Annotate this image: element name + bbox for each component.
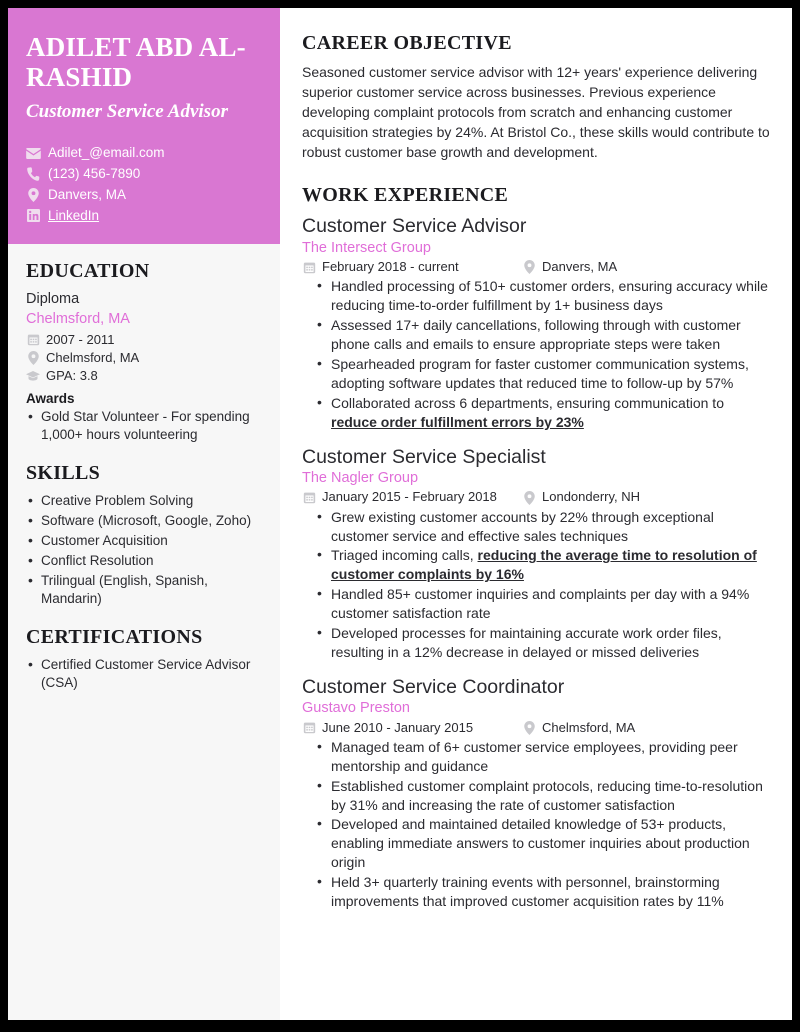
work-entry-dates: June 2010 - January 2015 [322,719,474,735]
calendar-icon [302,261,316,274]
education-dates-line [26,333,262,347]
location-pin-icon [26,188,41,202]
certifications-heading: CERTIFICATIONS [26,626,203,649]
list-item: • Certified Customer Service Advisor (CSA) [26,656,262,692]
work-entry-bullets [302,738,770,911]
awards-heading: Awards [26,391,75,407]
education-heading: EDUCATION [26,260,150,283]
work-entry-location: Londonderry, NH [542,489,641,505]
header-job-title: Customer Service Advisor [26,101,228,123]
work-entry-location-line [522,490,640,504]
emphasized-text: reduce order fulfillment errors by 23% [331,413,584,430]
education-section [26,260,262,444]
skills-heading: SKILLS [26,462,101,485]
contact-text: (123) 456-7890 [48,166,141,182]
list-item: • Collaborated across 6 departments, ensuring communication to reduce order fulfillment errors by 23% [315,394,770,432]
skills-section [26,462,262,608]
contact-item-location-pin [26,188,262,202]
awards-list [26,408,262,444]
contact-text: Danvers, MA [48,187,127,203]
phone-icon [26,167,41,181]
work-experience-section [302,184,770,911]
contact-item-phone [26,167,262,181]
resume-page [8,8,792,1020]
certifications-list [26,656,262,692]
list-item: • Trilingual (English, Spanish, Mandarin) [26,572,262,608]
work-entry-title: Customer Service Advisor [302,215,527,238]
work-entry-meta [302,721,770,735]
career-objective-heading: CAREER OBJECTIVE [302,32,512,54]
work-entry-dates-line [302,721,522,735]
work-entry-bullets [302,508,770,662]
name-header-block [8,8,280,244]
list-item: • Spearheaded program for faster customer communication systems, adopting software updates that reduced time to follow-up by 57% [315,355,770,393]
calendar-icon [302,491,316,504]
work-entry-dates-line [302,490,522,504]
list-item: • Developed processes for maintaining accurate work order files, resulting in a 12% decrease in delayed or missed deliveries [315,624,770,662]
skills-list [26,492,262,608]
work-entry-dates: February 2018 - current [322,259,459,275]
main-column [280,8,792,1020]
work-entry-meta [302,260,770,274]
list-item: • Handled 85+ customer inquiries and complaints per day with a 94% customer satisfaction rate [315,585,770,623]
education-gpa: GPA: 3.8 [46,368,98,384]
list-item: • Developed and maintained detailed knowledge of 53+ products, enabling immediate answers to customer inquiries about production origin [315,815,770,872]
location-pin-icon [522,721,536,735]
work-entry-company: Gustavo Preston [302,700,410,717]
work-entry [302,676,770,911]
work-entry-meta [302,490,770,504]
sidebar-body [8,244,280,1020]
list-item: • Established customer complaint protocols, reducing time-to-resolution by 31% and increasing the rate of customer satisfaction [315,777,770,815]
list-item: • Gold Star Volunteer - For spending 1,000+ hours volunteering [26,408,262,444]
contact-text[interactable]: LinkedIn [48,207,100,223]
work-entry-bullets [302,277,770,431]
education-location-line [26,351,262,365]
page-title: ADILET ABD AL-RASHID [26,32,246,93]
location-pin-icon [522,491,536,505]
education-dates: 2007 - 2011 [46,331,115,347]
education-location: Chelmsford, MA [46,349,140,365]
list-item: • Creative Problem Solving [26,492,262,510]
contact-text: Adilet_@email.com [48,145,165,161]
work-entry-title: Customer Service Specialist [302,445,546,468]
list-item: • Managed team of 6+ customer service employees, providing peer mentorship and guidance [315,738,770,776]
contact-item-linkedin[interactable] [26,209,262,223]
list-item: • Handled processing of 510+ customer orders, ensuring accuracy while reducing time-to-order fulfillment by 1+ business days [315,277,770,315]
education-degree: Diploma [26,291,80,308]
calendar-icon [302,721,316,734]
list-item: • Customer Acquisition [26,532,262,550]
work-entry-location-line [522,721,635,735]
work-entries [302,215,770,911]
linkedin-icon [26,209,41,222]
work-entry-location: Chelmsford, MA [542,719,636,735]
work-entry [302,215,770,431]
list-item: • Held 3+ quarterly training events with personnel, brainstorming improvements that improved customer acquisition rates by 11% [315,873,770,911]
list-item: • Assessed 17+ daily cancellations, following through with customer phone calls and emails to ensure appropriate steps were taken [315,316,770,354]
contact-item-envelope [26,146,262,160]
calendar-icon [26,333,40,346]
work-entry-company: The Intersect Group [302,239,431,256]
career-objective-text: Seasoned customer service advisor with 12+ years' experience delivering superior customer service across businesses. Previous experience developing complaint protocols from scratch and enhancing customer acquisition strategies by 24%. At Bristol Co., these skills would contribute to robust customer base growth and development. [302,64,770,160]
work-entry [302,446,770,662]
work-entry-title: Customer Service Coordinator [302,675,565,698]
work-entry-location-line [522,260,617,274]
work-entry-company: The Nagler Group [302,469,419,486]
location-pin-icon [26,351,40,365]
graduation-cap-icon [26,370,40,382]
location-pin-icon [522,260,536,274]
sidebar [8,8,280,1020]
envelope-icon [26,148,41,159]
list-item: • Grew existing customer accounts by 22% through exceptional customer service and effective sales techniques [315,508,770,546]
work-experience-heading: WORK EXPERIENCE [302,184,509,207]
list-item: • Software (Microsoft, Google, Zoho) [26,512,262,530]
list-item: • Conflict Resolution [26,552,262,570]
work-entry-dates: January 2015 - February 2018 [322,489,497,505]
work-entry-location: Danvers, MA [542,259,618,275]
contact-list [26,146,262,222]
work-entry-dates-line [302,260,522,274]
list-item: • Triaged incoming calls, reducing the average time to resolution of customer complaints by 16% [315,546,770,584]
certifications-section [26,626,262,692]
education-school: Chelmsford, MA [26,311,130,328]
career-objective-section [302,32,770,162]
education-gpa-line [26,369,262,383]
emphasized-text: reducing the average time to resolution of customer complaints by 16% [331,547,757,583]
